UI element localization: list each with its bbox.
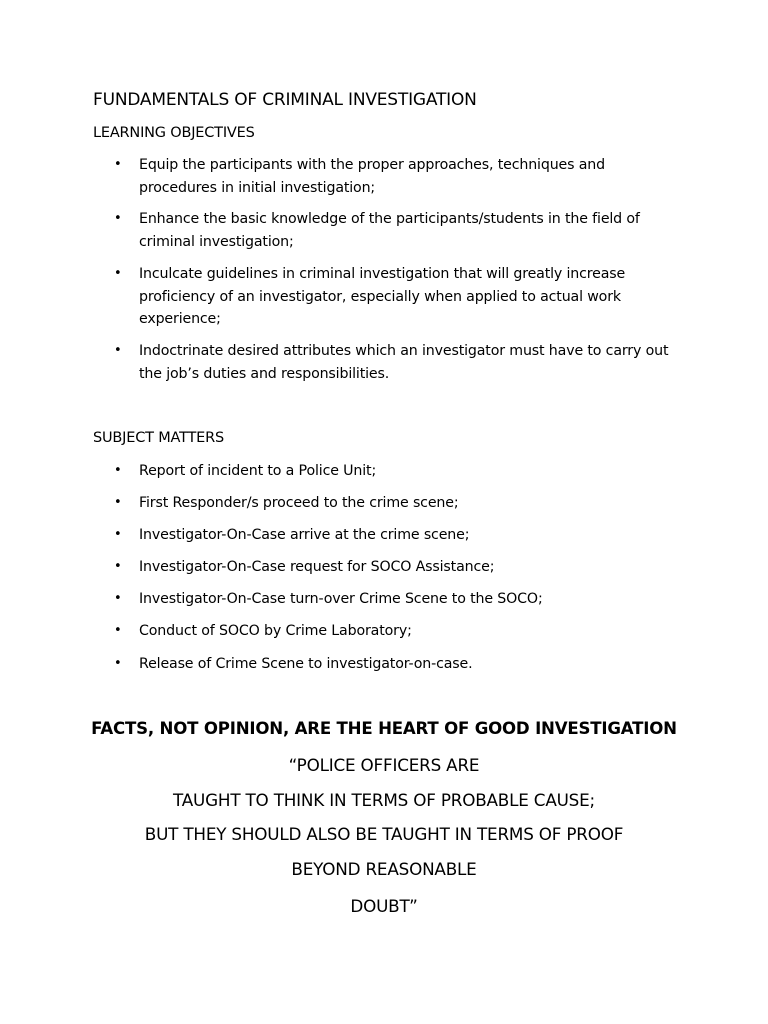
quote-line: BEYOND REASONABLE [291, 859, 477, 879]
bullet-icon: • [114, 656, 122, 671]
list-item-text: Investigator-On-Case request for SOCO Assistance; [139, 559, 495, 575]
quote-line: BUT THEY SHOULD ALSO BE TAUGHT IN TERMS OF PROOF [144, 824, 624, 844]
quote-line: DOUBT” [350, 896, 418, 916]
quote-line: “POLICE OFFICERS ARE [288, 755, 480, 775]
callout-heading: FACTS, NOT OPINION, ARE THE HEART OF GOOD INVESTIGATION [91, 719, 677, 738]
list-item-text: Inculcate guidelines in criminal investigation that will greatly increase proficiency of an investigator, especially when applied to actual work experience; [139, 266, 626, 327]
bullet-icon: • [114, 623, 122, 638]
bullet-icon: • [114, 266, 122, 281]
list-item-text: Conduct of SOCO by Crime Laboratory; [139, 623, 412, 639]
bullet-icon: • [114, 343, 122, 358]
bullet-icon: • [114, 211, 122, 226]
bullet-icon: • [114, 157, 122, 172]
bullet-icon: • [114, 591, 122, 606]
list-item-text: Indoctrinate desired attributes which an investigator must have to carry out the job’s duties and responsibilities. [139, 343, 669, 382]
list-item-text: Investigator-On-Case arrive at the crime scene; [139, 527, 470, 543]
list-item-text: Equip the participants with the proper approaches, techniques and procedures in initial investigation; [139, 157, 605, 196]
quote-line: TAUGHT TO THINK IN TERMS OF PROBABLE CAUSE; [172, 790, 595, 810]
list-item-text: Enhance the basic knowledge of the participants/students in the field of criminal investigation; [139, 211, 640, 250]
subject-matters-heading: SUBJECT MATTERS [93, 430, 224, 446]
list-item-text: Report of incident to a Police Unit; [139, 463, 377, 479]
list-item-text: Investigator-On-Case turn-over Crime Scene to the SOCO; [139, 591, 543, 607]
learning-objectives-heading: LEARNING OBJECTIVES [93, 125, 255, 141]
list-item-text: Release of Crime Scene to investigator-on-case. [139, 656, 473, 672]
bullet-icon: • [114, 559, 122, 574]
list-item-text: First Responder/s proceed to the crime scene; [139, 495, 459, 511]
bullet-icon: • [114, 463, 122, 478]
bullet-icon: • [114, 527, 122, 542]
bullet-icon: • [114, 495, 122, 510]
document-title: FUNDAMENTALS OF CRIMINAL INVESTIGATION [93, 90, 477, 110]
